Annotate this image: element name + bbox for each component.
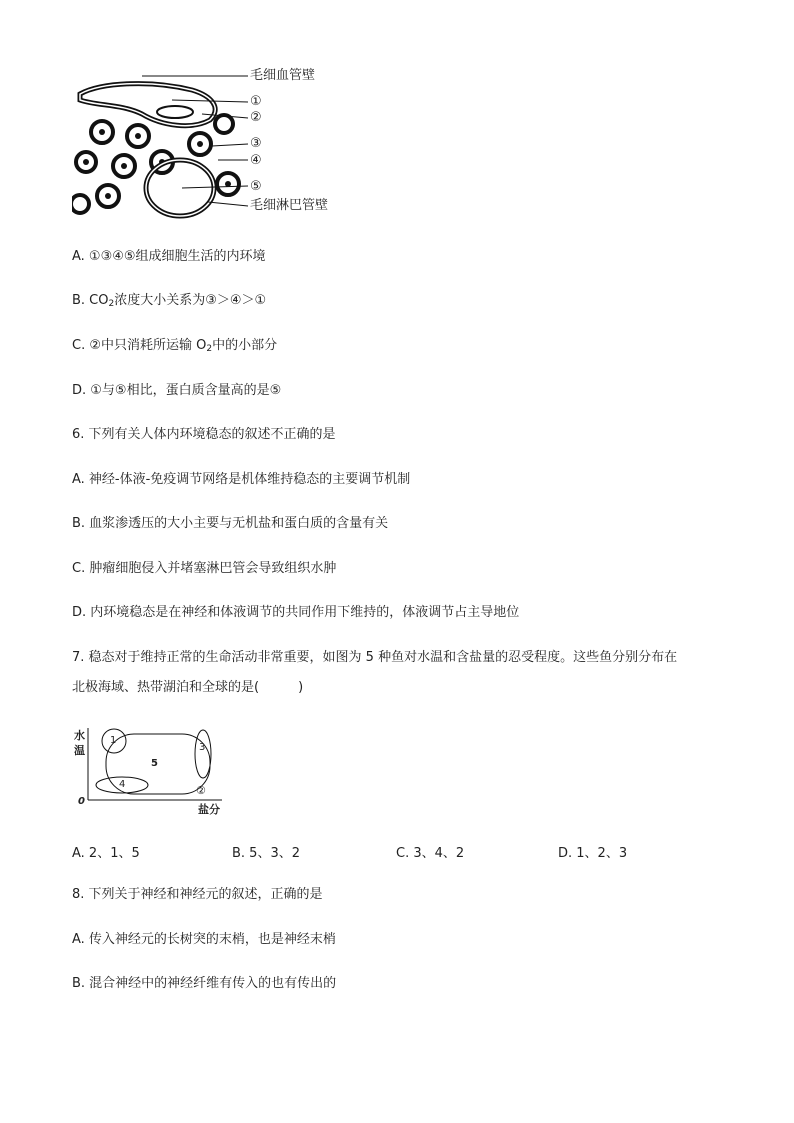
capillary-wall-label: 毛细血管壁 [250,68,316,83]
label-4: ④ [250,153,262,168]
q5-option-c-prefix: C. ②中只消耗所运输 O [72,338,207,353]
q8-option-b: B. 混合神经中的神经纤维有传入的也有传出的 [72,976,337,991]
q7-stem-line1: 7. 稳态对于维持正常的生命活动非常重要，如图为 5 种鱼对水温和含盐量的忍受程度。这些鱼分别分布在 [72,650,678,665]
q5-option-b-suffix: 浓度大小关系为③＞④＞① [114,293,267,308]
q7-option-d: D. 1、2、3 [558,846,628,861]
tissue-diagram [72,64,372,224]
q6-stem: 6. 下列有关人体内环境稳态的叙述不正确的是 [72,427,336,442]
label-3: ③ [250,136,262,151]
fish-tolerance-diagram [72,724,232,824]
label-1: ① [250,94,262,109]
q8-stem: 8. 下列关于神经和神经元的叙述，正确的是 [72,887,323,902]
lymph-wall-label: 毛细淋巴管壁 [250,198,329,213]
y-axis-label-2: 温 [74,744,85,757]
q5-option-a: A. ①③④⑤组成细胞生活的内环境 [72,249,266,264]
q6-option-a: A. 神经-体液-免疫调节网络是机体维持稳态的主要调节机制 [72,472,411,487]
q5-option-b-prefix: B. CO [72,293,109,308]
q7-option-a: A. 2、1、5 [72,846,140,861]
x-axis-label: 盐分 [198,803,220,816]
q6-option-c: C. 肿瘤细胞侵入并堵塞淋巴管会导致组织水肿 [72,561,337,576]
q5-option-d: D. ①与⑤相比，蛋白质含量高的是⑤ [72,383,282,398]
q5-option-b-sub: 2 [108,299,115,309]
region-4-label: 4 [119,779,126,790]
origin-label: 0 [78,796,85,807]
q5-option-b [72,292,266,313]
region-3-label: 3 [199,742,206,753]
label-2: ② [250,110,262,125]
q6-option-b: B. 血浆渗透压的大小主要与无机盐和蛋白质的含量有关 [72,516,389,531]
q7-option-b: B. 5、3、2 [232,846,300,861]
q5-option-c-sub: 2 [206,344,213,354]
q6-option-d: D. 内环境稳态是在神经和体液调节的共同作用下维持的，体液调节占主导地位 [72,605,520,620]
q8-option-a: A. 传入神经元的长树突的末梢，也是神经末梢 [72,932,336,947]
y-axis-label-1: 水 [74,729,85,742]
q5-option-c [72,337,277,358]
label-5: ⑤ [250,179,262,194]
q7-options [72,842,712,862]
q7-stem-line2: 北极海域、热带湖泊和全球的是( ) [72,680,304,695]
q5-option-c-suffix: 中的小部分 [212,338,278,353]
region-5-label: 5 [151,758,158,769]
region-1-label: 1 [110,735,117,746]
q7-option-c: C. 3、4、2 [396,846,465,861]
region-2-label: ② [196,784,206,797]
red-blood-cell [157,106,193,118]
